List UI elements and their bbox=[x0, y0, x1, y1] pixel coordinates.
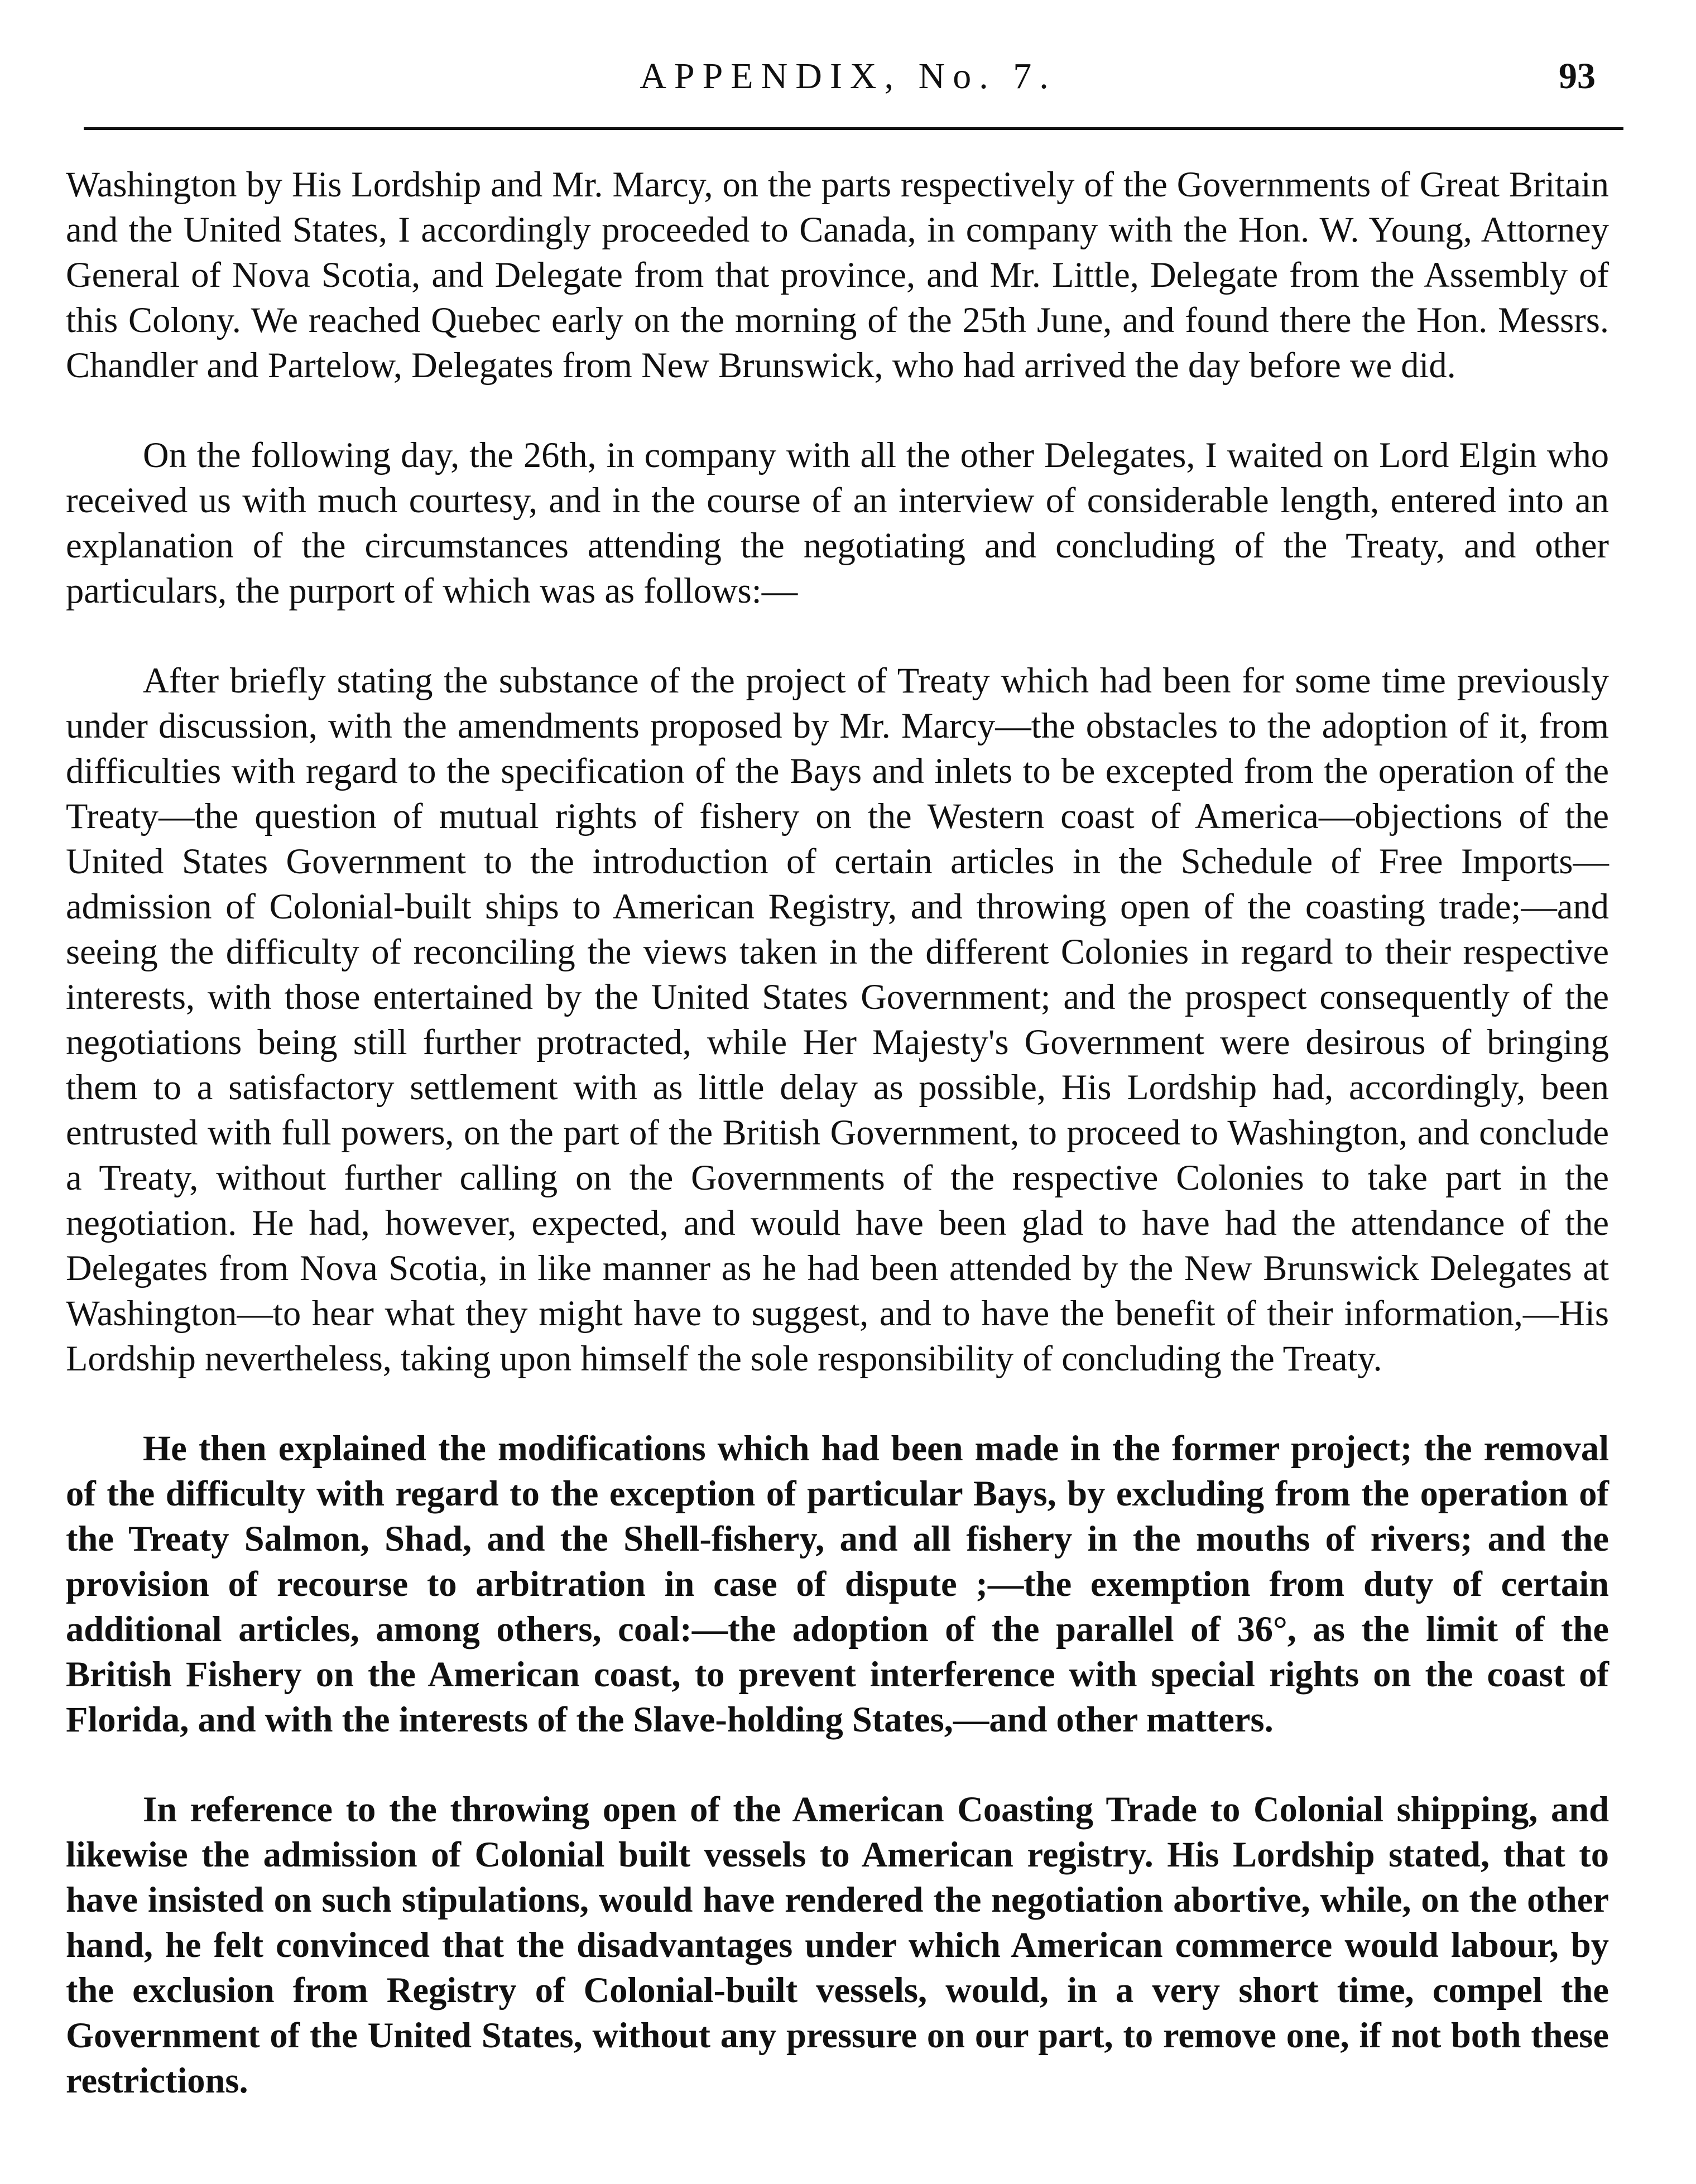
paragraph: He then explained the modifications which had been made in the former project; the removal of the difficulty with regard to the exception of particular Bays, by excluding from the operation of the Treaty Salmon, Shad, and the Shell-fishery, and all fishery in the mouths of rivers; and the provision of recourse to arbitration in case of dispute ;—the exemption from duty of certain additional articles, among others, coal:—the adoption of the parallel of 36°, as the limit of the British Fishery on the American coast, to prevent interference with special rights on the coast of Florida, and with the interests of the Slave-holding States,—and other matters. bbox=[66, 1428, 1609, 1739]
paragraph: In reference to the throwing open of the American Coasting Trade to Colonial shipping, and likewise the admission of Colonial built vessels to American registry. His Lordship stated, that to have insisted on such stipulations, would have rendered the negotiation abortive, while, on the other hand, he felt convinced that the disadvantages under which American commerce would labour, by the exclusion from Registry of Colonial-built vessels, would, in a very short time, compel the Government of the United States, without any pressure on our part, to remove one, if not both these restrictions. bbox=[66, 1789, 1609, 2100]
running-head bbox=[84, 46, 1612, 107]
paragraph: On the following day, the 26th, in company with all the other Delegates, I waited on Lord Elgin who received us with much courtesy, and in the course of an interview of considerable length, entered into an explanation of the circumstances attending the negotiating and concluding of the Treaty, and other particulars, the purport of which was as follows:— bbox=[66, 435, 1609, 610]
body-text bbox=[66, 162, 1609, 2148]
paragraph: After briefly stating the substance of the project of Treaty which had been for some time previously under discussion, with the amendments proposed by Mr. Marcy—the obstacles to the adoption of it, from difficulties with regard to the specification of the Bays and inlets to be excepted from the operation of the Treaty—the question of mutual rights of fishery on the Western coast of America—objections of the United States Government to the introduction of certain articles in the Schedule of Free Imports—admission of Colonial-built ships to American Registry, and throwing open of the coasting trade;—and seeing the difficulty of reconciling the views taken in the different Colonies in regard to their respective interests, with those entertained by the United States Government; and the prospect consequently of the negotiations being still further protracted, while Her Majesty's Government were desirous of bringing them to a satisfactory settlement with as little delay as possible, His Lordship had, accordingly, been entrusted with full powers, on the part of the British Government, to proceed to Washington, and conclude a Treaty, without further calling on the Governments of the respective Colonies to take part in the negotiation. He had, however, expected, and would have been glad to have had the attendance of the Delegates from Nova Scotia, in like manner as he had been attended by the New Brunswick Delegates at Washington—to hear what they might have to suggest, and to have the benefit of their information,—His Lordship nevertheless, taking upon himself the sole responsibility of concluding the Treaty. bbox=[66, 661, 1609, 1378]
running-title: APPENDIX, No. 7. bbox=[640, 56, 1056, 97]
page-number: 93 bbox=[1559, 56, 1596, 97]
header-rule bbox=[84, 127, 1623, 130]
paragraph: Washington by His Lordship and Mr. Marcy, on the parts respectively of the Governments of Great Britain and the United States, I accordingly proceeded to Canada, in company with the Hon. W. Young, Attorney General of Nova Scotia, and Delegate from that province, and Mr. Little, Delegate from the Assembly of this Colony. We reached Quebec early on the morning of the 25th June, and found there the Hon. Messrs. Chandler and Partelow, Delegates from New Brunswick, who had arrived the day before we did. bbox=[66, 165, 1609, 385]
